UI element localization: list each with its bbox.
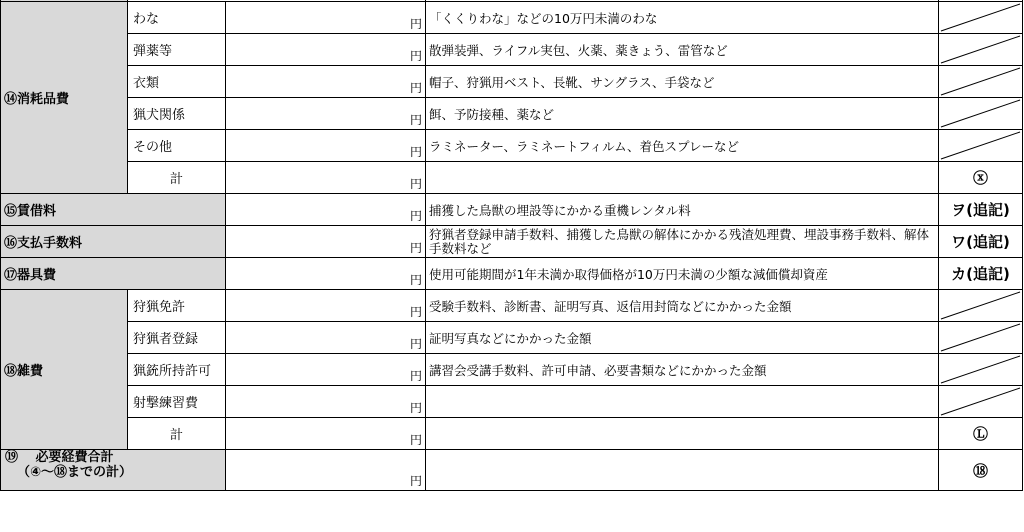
cat-misc: ⑱雑費 <box>1 290 128 450</box>
yen-unit: 円 <box>409 17 422 31</box>
yen-unit: 円 <box>409 305 422 319</box>
amount-field[interactable] <box>226 322 426 354</box>
yen-unit: 円 <box>409 81 422 95</box>
slash-cell <box>939 130 1023 162</box>
cat-total <box>1 450 226 491</box>
item-note: 「くくりわな」などの10万円未満のわな <box>426 2 939 34</box>
item-note: 使用可能期間が1年未満か取得価格が10万円未満の少額な減価償却資産 <box>426 258 939 290</box>
ref-mark: Ⓛ <box>939 418 1023 450</box>
amount-field[interactable] <box>226 194 426 226</box>
item-name: その他 <box>128 130 226 162</box>
slash-cell <box>939 34 1023 66</box>
amount-field[interactable] <box>226 130 426 162</box>
subtotal-amount-field[interactable] <box>226 418 426 450</box>
amount-field[interactable] <box>226 34 426 66</box>
slash-cell <box>939 66 1023 98</box>
slash-cell <box>939 386 1023 418</box>
total-label-line1: ⑲ 必要経費合計 <box>5 450 114 465</box>
item-note: 狩猟者登録申請手数料、捕獲した鳥獣の解体にかかる残渣処理費、埋設事務手数料、解体手数料など <box>426 226 939 258</box>
item-name: 弾薬等 <box>128 34 226 66</box>
subtotal-label: 計 <box>128 418 226 450</box>
yen-unit: 円 <box>409 177 422 191</box>
subtotal-amount-field[interactable] <box>226 162 426 194</box>
slash-cell <box>939 98 1023 130</box>
yen-unit: 円 <box>409 113 422 127</box>
item-note: 受験手数料、診断書、証明写真、返信用封筒などにかかった金額 <box>426 290 939 322</box>
total-label-line2: （④～⑱までの計） <box>17 465 133 480</box>
yen-unit: 円 <box>409 401 422 415</box>
item-note: 散弾装弾、ライフル実包、火薬、薬きょう、雷管など <box>426 34 939 66</box>
item-note <box>426 162 939 194</box>
slash-cell <box>939 354 1023 386</box>
item-note: 餌、予防接種、薬など <box>426 98 939 130</box>
cat-consumables: ⑭消耗品費 <box>1 2 128 194</box>
yen-unit: 円 <box>409 474 422 488</box>
ref-mark: ⓧ <box>939 162 1023 194</box>
item-note: 講習会受講手数料、許可申請、必要書類などにかかった金額 <box>426 354 939 386</box>
item-note: 帽子、狩猟用ベスト、長靴、サングラス、手袋など <box>426 66 939 98</box>
cat-equipment: ⑰器具費 <box>1 258 226 290</box>
slash-cell <box>939 322 1023 354</box>
grand-total-amount-field[interactable] <box>226 450 426 491</box>
item-note: 捕獲した鳥獣の埋設等にかかる重機レンタル料 <box>426 194 939 226</box>
item-name: 猟犬関係 <box>128 98 226 130</box>
amount-field[interactable] <box>226 290 426 322</box>
yen-unit: 円 <box>409 369 422 383</box>
item-name: 衣類 <box>128 66 226 98</box>
yen-unit: 円 <box>409 49 422 63</box>
slash-cell <box>939 2 1023 34</box>
item-name: 狩猟者登録 <box>128 322 226 354</box>
amount-field[interactable] <box>226 354 426 386</box>
item-name: 猟銃所持許可 <box>128 354 226 386</box>
ref-mark: ヲ(追記) <box>939 194 1023 226</box>
amount-field[interactable] <box>226 98 426 130</box>
amount-field[interactable] <box>226 258 426 290</box>
slash-cell <box>939 290 1023 322</box>
amount-field[interactable] <box>226 386 426 418</box>
item-note <box>426 386 939 418</box>
cat-rent: ⑮賃借料 <box>1 194 226 226</box>
amount-field[interactable] <box>226 2 426 34</box>
ref-mark: ワ(追記) <box>939 226 1023 258</box>
yen-unit: 円 <box>409 241 422 255</box>
ref-mark: ⑱ <box>939 450 1023 491</box>
yen-unit: 円 <box>409 209 422 223</box>
amount-field[interactable] <box>226 66 426 98</box>
yen-unit: 円 <box>409 337 422 351</box>
ref-mark: カ(追記) <box>939 258 1023 290</box>
item-name: わな <box>128 2 226 34</box>
subtotal-label: 計 <box>128 162 226 194</box>
item-name: 射撃練習費 <box>128 386 226 418</box>
item-note <box>426 450 939 491</box>
item-name: 狩猟免許 <box>128 290 226 322</box>
cat-fees: ⑯支払手数料 <box>1 226 226 258</box>
item-note: ラミネーター、ラミネートフィルム、着色スプレーなど <box>426 130 939 162</box>
yen-unit: 円 <box>409 433 422 447</box>
yen-unit: 円 <box>409 145 422 159</box>
item-note <box>426 418 939 450</box>
amount-field[interactable] <box>226 226 426 258</box>
yen-unit: 円 <box>409 273 422 287</box>
item-note: 証明写真などにかかった金額 <box>426 322 939 354</box>
